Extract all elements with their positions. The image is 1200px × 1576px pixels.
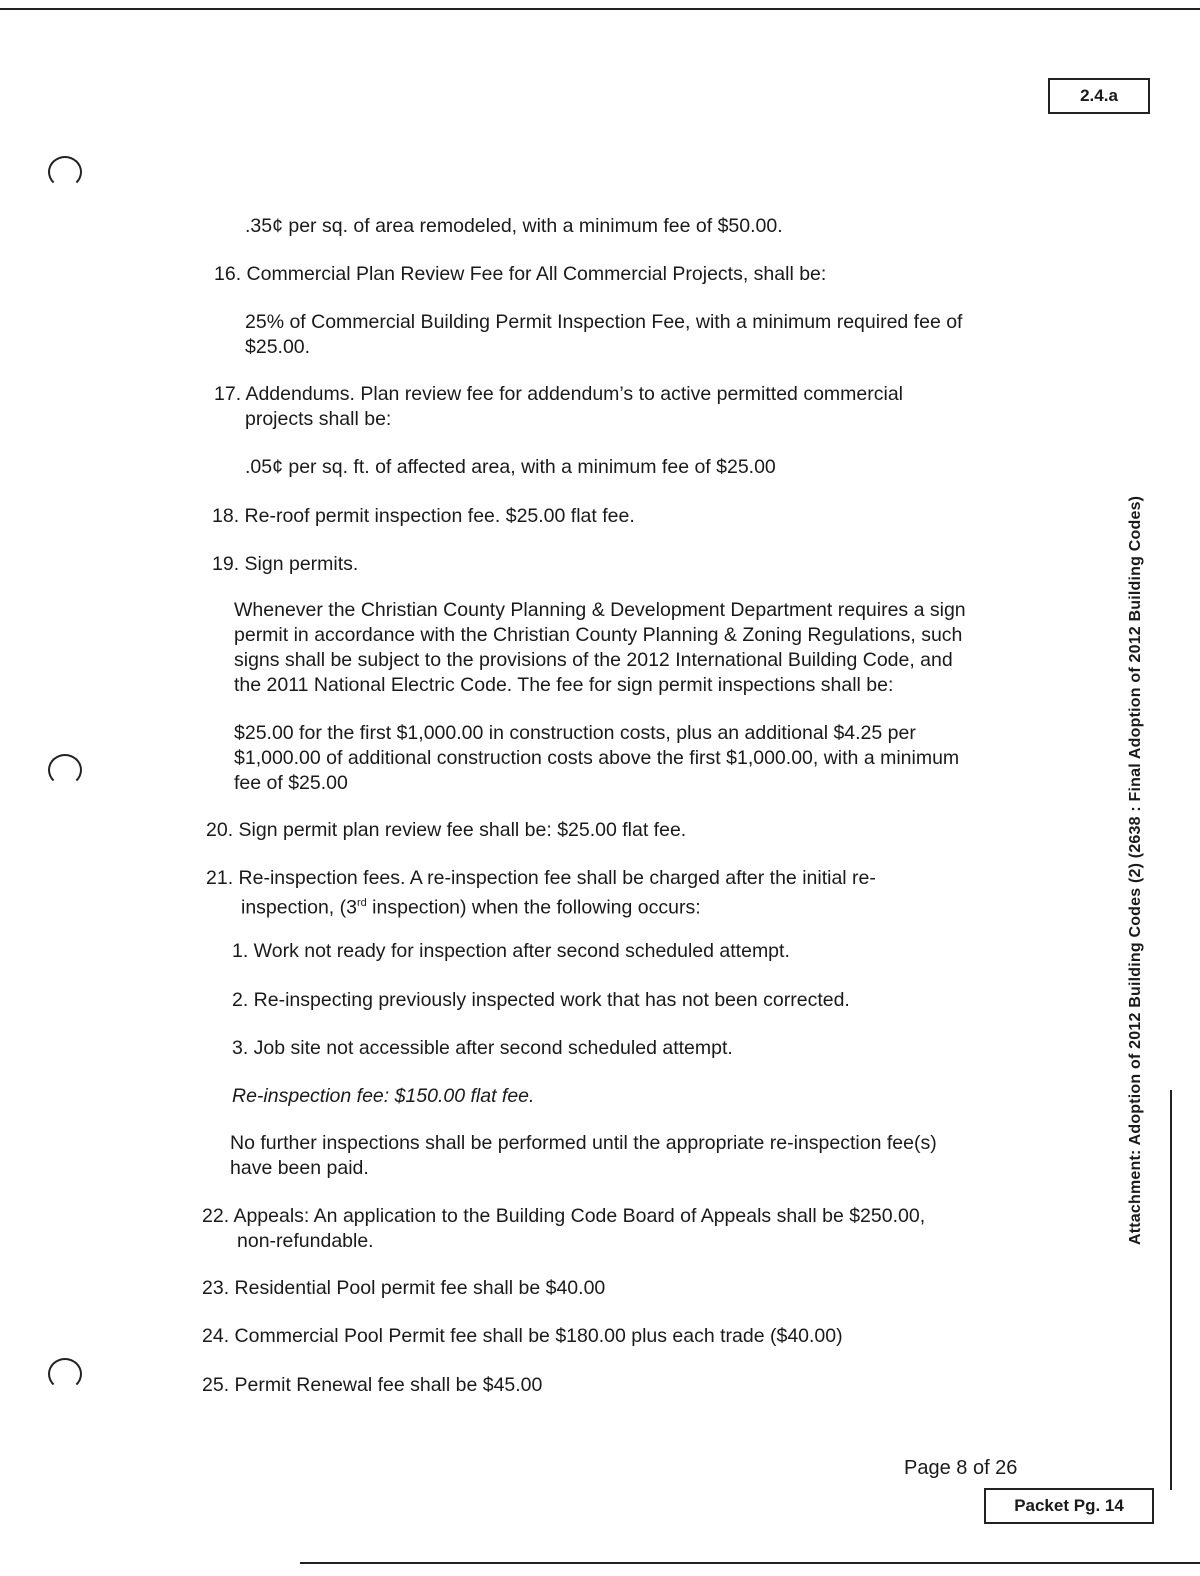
item-16-heading: 16. Commercial Plan Review Fee for All Commercial Projects, shall be: bbox=[214, 263, 827, 285]
item-19-para-2: permit in accordance with the Christian County Planning & Zoning Regulations, such bbox=[234, 624, 963, 646]
packet-page-box: Packet Pg. 14 bbox=[984, 1488, 1154, 1524]
item-19-para-1: Whenever the Christian County Planning & Development Department requires a sign bbox=[234, 599, 966, 621]
item-19-heading: 19. Sign permits. bbox=[212, 553, 359, 575]
attachment-sidebar-label: Attachment: Adoption of 2012 Building Codes (2) (2638 : Final Adoption of 2012 Building Codes) bbox=[1127, 495, 1144, 1245]
item-25: 25. Permit Renewal fee shall be $45.00 bbox=[202, 1374, 543, 1396]
item-17-text: .05¢ per sq. ft. of affected area, with a minimum fee of $25.00 bbox=[245, 456, 776, 478]
item-23: 23. Residential Pool permit fee shall be $40.00 bbox=[202, 1277, 606, 1299]
binder-hole-bottom bbox=[48, 1358, 82, 1390]
item-22-2: non-refundable. bbox=[237, 1230, 374, 1252]
item-16-text-1: 25% of Commercial Building Permit Inspection Fee, with a minimum required fee of bbox=[245, 311, 963, 333]
item-20: 20. Sign permit plan review fee shall be: $25.00 flat fee. bbox=[206, 819, 687, 841]
item-21-note-2: have been paid. bbox=[230, 1157, 369, 1179]
item-21-fee: Re-inspection fee: $150.00 flat fee. bbox=[232, 1085, 535, 1107]
item-22-1: 22. Appeals: An application to the Building Code Board of Appeals shall be $250.00, bbox=[202, 1205, 926, 1227]
item-18: 18. Re-roof permit inspection fee. $25.00 flat fee. bbox=[212, 505, 635, 527]
item-21-sub-1: 1. Work not ready for inspection after second scheduled attempt. bbox=[232, 940, 790, 962]
item-19-fee-3: fee of $25.00 bbox=[234, 772, 348, 794]
item-19-fee-2: $1,000.00 of additional construction costs above the first $1,000.00, with a minimum bbox=[234, 747, 960, 769]
item-21-note-1: No further inspections shall be performed until the appropriate re-inspection fee(s) bbox=[230, 1132, 937, 1154]
item-17-heading-2: projects shall be: bbox=[245, 408, 392, 430]
item-17-heading-1: 17. Addendums. Plan review fee for addendum’s to active permitted commercial bbox=[214, 383, 903, 405]
side-rule bbox=[1170, 1090, 1172, 1490]
item-19-para-3: signs shall be subject to the provisions of the 2012 International Building Code, and bbox=[234, 649, 953, 671]
item-19-para-4: the 2011 National Electric Code. The fee for sign permit inspections shall be: bbox=[234, 674, 894, 696]
item-21-sub-2: 2. Re-inspecting previously inspected work that has not been corrected. bbox=[232, 989, 850, 1011]
item-21-heading-1: 21. Re-inspection fees. A re-inspection fee shall be charged after the initial re- bbox=[206, 867, 876, 889]
binder-hole-middle bbox=[48, 754, 82, 786]
item-21-sub-3: 3. Job site not accessible after second scheduled attempt. bbox=[232, 1037, 733, 1059]
item-19-fee-1: $25.00 for the first $1,000.00 in construction costs, plus an additional $4.25 per bbox=[234, 722, 916, 744]
top-rule bbox=[0, 8, 1200, 10]
page-number: Page 8 of 26 bbox=[904, 1457, 1018, 1479]
binder-hole-top bbox=[48, 156, 82, 188]
bottom-rule bbox=[300, 1562, 1200, 1564]
remodel-fee-line: .35¢ per sq. of area remodeled, with a minimum fee of $50.00. bbox=[245, 215, 783, 237]
agenda-tag: 2.4.a bbox=[1048, 78, 1150, 114]
item-21-heading-2: inspection, (3rd inspection) when the following occurs: bbox=[241, 896, 701, 919]
item-24: 24. Commercial Pool Permit fee shall be $180.00 plus each trade ($40.00) bbox=[202, 1325, 843, 1347]
item-16-text-2: $25.00. bbox=[245, 336, 311, 358]
